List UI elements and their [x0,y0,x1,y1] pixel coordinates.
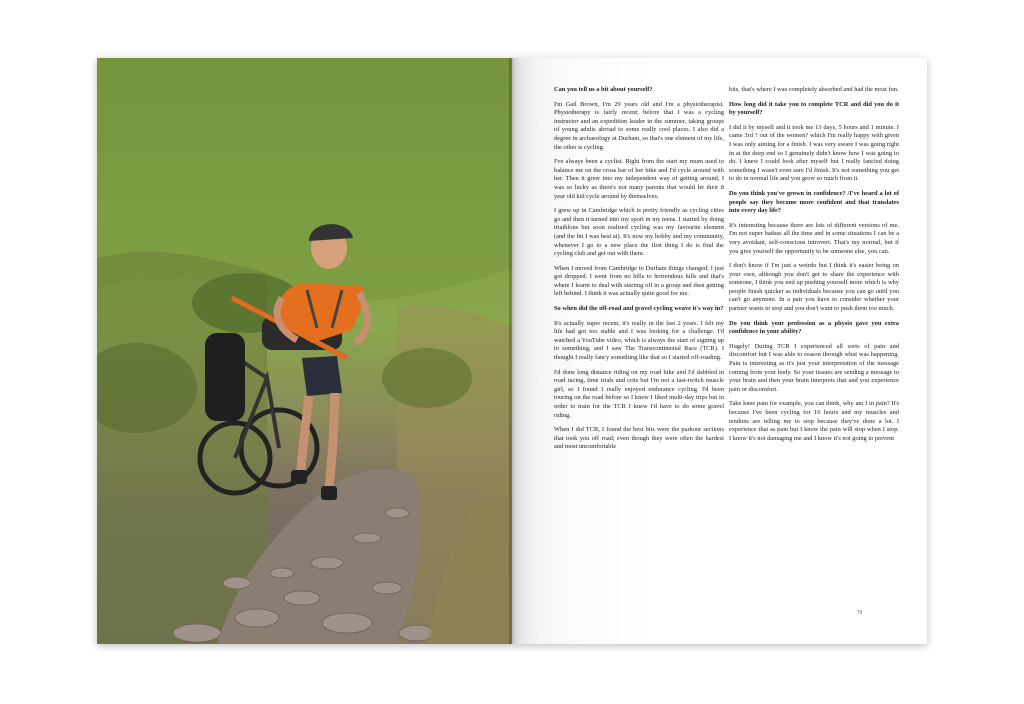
text-page [512,58,927,644]
interview-answer: I don't know if I'm just a weirdo but I think it's easier being on your own, although you don't get to share the experience with someone, I think you end up pushing yourself more which is why people finish quicker as individuals because you can go until you can't go anymore. In a pair you have to consider whether your partner wants to stop and you don't want to push them too much. [729,262,899,313]
interview-question: So when did the off-road and gravel cycling weave it's way in? [554,305,724,313]
interview-answer: I'm Gail Brown, I'm 29 years old and I'm a physiotherapist. Physiotherapy is fairly recent; before that I was a cycling instructor and an expedition leader in the summer, taking groups of young adults abroad to some really cool places. I also did a degree in archaeology at Durham, so that's one element of my life, the other is cycling. [554,100,724,151]
interview-answer: Take knee pain for example, you can think, why am I in pain? It's because I've been cycling for 16 hours and my muscles and tendons are telling me to stop because they've done a lot. I experience that as pain but I know the pain will stop when I stop. I know it's not damaging me and I know it's not going to prevent [729,400,899,442]
interview-answer: Hugely! During TCR I experienced all sorts of pain and discomfort but I was able to reason through what was happening. Pain is interesting as it's just your interpretation of the message coming from your body. So your tissues are sending a message to your brain and then your brain interprets that and you experience pain or discomfort. [729,342,899,393]
article-column-left [554,86,724,458]
interview-answer: It's actually super recent, it's really in the last 2 years. I felt my life had got too stable and I was looking for a challenge. I'd watched a YouTube video, which is always the start of signing up to something, and I saw The Transcontinental Race (TCR). I thought I really fancy something like that so I started off-roading. [554,319,724,362]
magazine-spread [97,58,927,644]
cyclist-photo [97,58,512,644]
interview-question: Do you think you've grown in confidence? /I've heard a lot of people say they become more confident and that translates into every day life? [729,189,899,215]
interview-answer: bits, that's where I was completely absorbed and had the most fun. [729,86,899,93]
interview-answer: I've always been a cyclist. Right from the start my mum used to balance me on the cross bar of her bike and I'd cycle around with her. Then it grew into my independent way of getting around, I was so lucky as there's not many parents that would let their 8 year old kid cycle around by themselves. [554,158,724,200]
interview-answer: When I did TCR, I found the best bits were the parkour sections that took you off road; even though they were often the hardest and most uncomfortable [554,426,724,451]
article-column-right [729,86,899,449]
interview-question: Can you tell us a bit about yourself? [554,86,653,93]
interview-question: Do you think your profession as a physio gave you extra confidence in your ability? [729,319,899,336]
page-number: 79 [857,611,862,616]
interview-answer: I'd done long distance riding on my road bike and I'd dabbled in road racing, time trials and crits but I'm not a fast-twitch muscle girl, so I found I really enjoyed endurance cycling. I'd been touring on the road before so I knew I liked multi-day trips but in order to train for the TCR I knew I'd have to do some gravel riding. [554,368,724,419]
interview-question: How long did it take you to complete TCR and did you do it by yourself? [729,100,899,117]
photo-page [97,58,512,644]
interview-answer: I grew up in Cambridge which is pretty friendly as cycling cities go and then it turned into my sport in my teens. I started by doing triathlons but soon realised cycling was my favourite element (and the bit I was best at). It's now my hobby and my community, whenever I go to a new place the first thing I do is find the cycling club and get out with them. [554,207,724,258]
interview-answer: It's interesting because there are lots of different versions of me. I'm not super badass all the time and in some situations I can be a very avoidant, self-conscious introvert. That's my normal, but if you give yourself the opportunity to be someone else, you can. [729,221,899,255]
interview-answer: I did it by myself and it took me 13 days, 5 hours and 1 minute. I came 3rd ? out of the women? which I'm really happy with given I was only aiming for a finish. I was very aware I was going right in at the deep end so I genuinely didn't know how I was going to do. I knew I could look after myself but I really fancied doing something I wasn't even sure I'd finish. It's not something you get to do in normal life and you grow so much from it. [729,123,899,183]
interview-answer: When I moved from Cambridge to Durham things changed; I just got dropped. I went from no hills to horrendous hills and that's where I learnt to deal with starting off in a group and then getting left behind. I think it was actually quite good for me. [554,264,724,298]
